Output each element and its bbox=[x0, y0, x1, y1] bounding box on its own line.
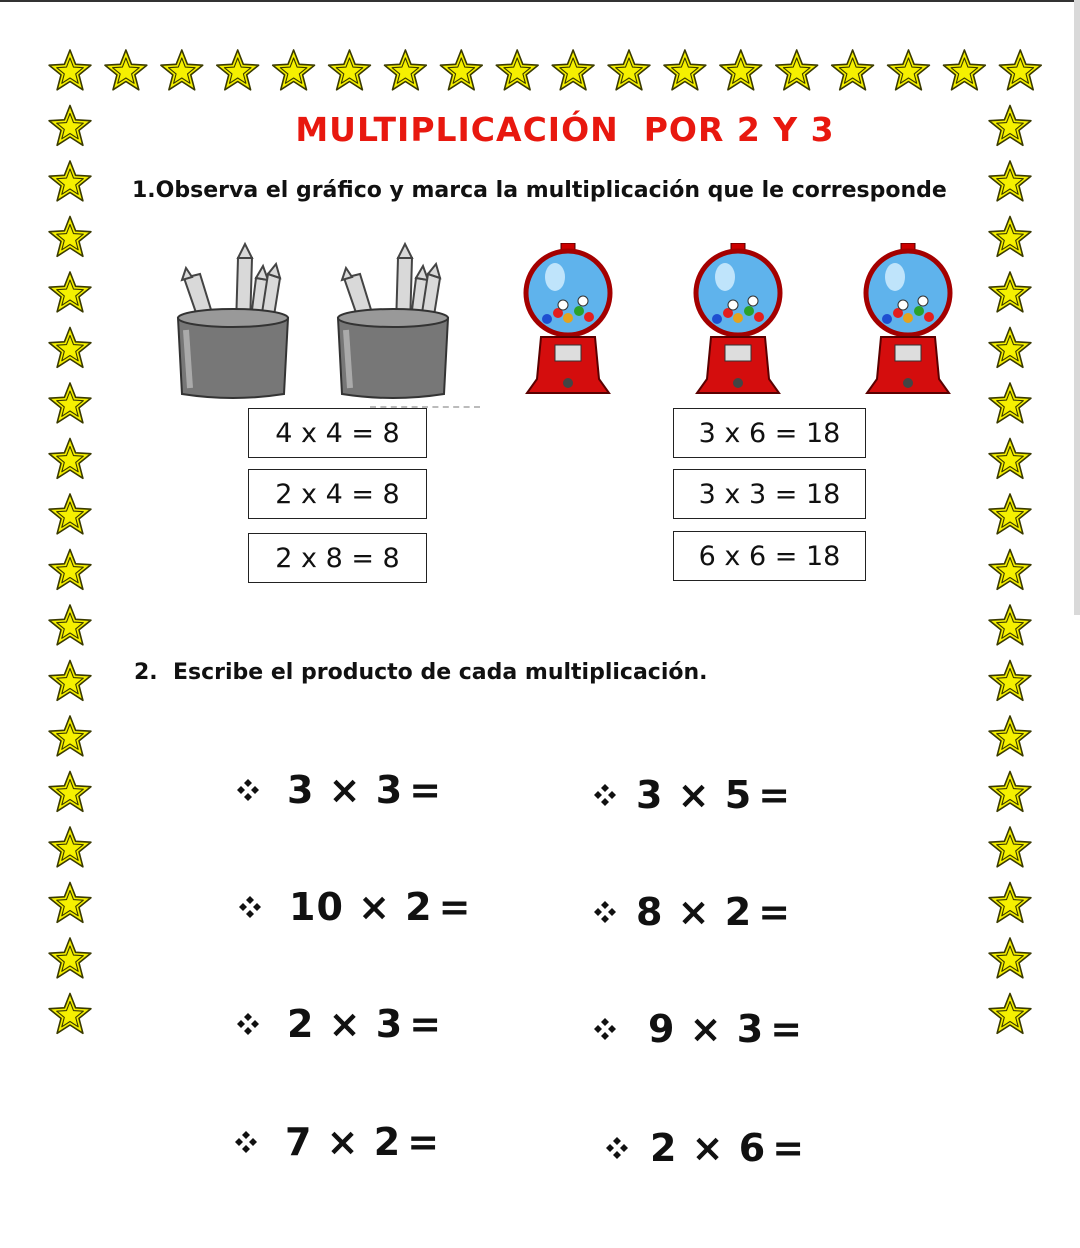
gumball-machine-image bbox=[693, 243, 783, 398]
equals-sign: = bbox=[770, 1007, 803, 1051]
star-icon bbox=[989, 938, 1031, 978]
star-icon bbox=[49, 494, 91, 534]
star-icon bbox=[49, 50, 91, 90]
star-icon bbox=[49, 883, 91, 923]
option-box-right-2[interactable]: 3 x 3 = 18 bbox=[673, 469, 866, 519]
scrollbar[interactable] bbox=[1074, 0, 1080, 615]
pencil-cup-image bbox=[170, 238, 300, 400]
exercise-expression: 7 × 2 bbox=[285, 1120, 402, 1164]
star-icon bbox=[944, 50, 986, 90]
star-icon bbox=[989, 161, 1031, 201]
star-icon bbox=[832, 50, 874, 90]
star-icon bbox=[49, 772, 91, 812]
star-icon bbox=[49, 605, 91, 645]
section1-instruction: 1.Observa el gráfico y marca la multiplicación que le corresponde bbox=[132, 178, 947, 203]
star-icon bbox=[49, 217, 91, 257]
exercise-expression: 2 × 3 bbox=[287, 1002, 404, 1046]
option-box-left-2[interactable]: 2 x 4 = 8 bbox=[248, 469, 427, 519]
equals-sign: = bbox=[772, 1126, 805, 1170]
star-icon bbox=[49, 994, 91, 1034]
star-icon bbox=[776, 50, 818, 90]
star-icon bbox=[989, 494, 1031, 534]
star-icon bbox=[49, 383, 91, 423]
star-icon bbox=[49, 161, 91, 201]
exercise-item bbox=[235, 768, 441, 812]
star-icon bbox=[552, 50, 594, 90]
star-icon bbox=[989, 661, 1031, 701]
equals-sign: = bbox=[758, 773, 791, 817]
star-icon bbox=[989, 605, 1031, 645]
exercise-expression: 8 × 2 bbox=[636, 890, 753, 934]
exercise-expression: 3 × 3 bbox=[287, 768, 404, 812]
exercise-expression: 10 × 2 bbox=[289, 885, 433, 929]
pencil-cup-image bbox=[330, 238, 460, 400]
exercise-item bbox=[592, 773, 790, 817]
star-icon bbox=[989, 217, 1031, 257]
star-icon bbox=[105, 50, 147, 90]
star-icon bbox=[664, 50, 706, 90]
option-box-right-1[interactable]: 3 x 6 = 18 bbox=[673, 408, 866, 458]
star-icon bbox=[49, 827, 91, 867]
star-icon bbox=[989, 883, 1031, 923]
star-icon bbox=[49, 550, 91, 590]
exercise-item bbox=[233, 1120, 439, 1164]
star-icon bbox=[888, 50, 930, 90]
star-icon bbox=[989, 772, 1031, 812]
star-icon bbox=[989, 272, 1031, 312]
exercise-item bbox=[592, 890, 790, 934]
four-diamond-bullet-icon bbox=[604, 1135, 630, 1161]
star-icon bbox=[217, 50, 259, 90]
four-diamond-bullet-icon bbox=[592, 782, 618, 808]
exercise-item bbox=[592, 1007, 802, 1051]
star-icon bbox=[989, 994, 1031, 1034]
four-diamond-bullet-icon bbox=[592, 899, 618, 925]
equals-sign: = bbox=[438, 885, 471, 929]
star-icon bbox=[989, 716, 1031, 756]
star-icon bbox=[161, 50, 203, 90]
exercise-item bbox=[604, 1126, 804, 1170]
option-box-left-3[interactable]: 2 x 8 = 8 bbox=[248, 533, 427, 583]
exercise-expression: 9 × 3 bbox=[648, 1007, 765, 1051]
star-icon bbox=[49, 328, 91, 368]
option-box-right-3[interactable]: 6 x 6 = 18 bbox=[673, 531, 866, 581]
four-diamond-bullet-icon bbox=[235, 1011, 261, 1037]
star-icon bbox=[999, 50, 1041, 90]
star-icon bbox=[49, 661, 91, 701]
exercise-expression: 2 × 6 bbox=[650, 1126, 767, 1170]
star-icon bbox=[989, 328, 1031, 368]
star-icon bbox=[440, 50, 482, 90]
star-icon bbox=[989, 383, 1031, 423]
star-icon bbox=[385, 50, 427, 90]
star-icon bbox=[273, 50, 315, 90]
equals-sign: = bbox=[409, 768, 442, 812]
equals-sign: = bbox=[758, 890, 791, 934]
four-diamond-bullet-icon bbox=[233, 1129, 259, 1155]
exercise-item bbox=[235, 1002, 441, 1046]
star-icon bbox=[720, 50, 762, 90]
option-box-left-1[interactable]: 4 x 4 = 8 bbox=[248, 408, 427, 458]
equals-sign: = bbox=[409, 1002, 442, 1046]
equals-sign: = bbox=[407, 1120, 440, 1164]
gumball-machine-image bbox=[863, 243, 953, 398]
star-icon bbox=[989, 550, 1031, 590]
four-diamond-bullet-icon bbox=[235, 777, 261, 803]
star-icon bbox=[329, 50, 371, 90]
page-title: MULTIPLICACIÓN POR 2 Y 3 bbox=[295, 110, 835, 149]
star-icon bbox=[49, 439, 91, 479]
star-icon bbox=[49, 272, 91, 312]
star-icon bbox=[49, 716, 91, 756]
star-icon bbox=[496, 50, 538, 90]
gumball-machine-image bbox=[523, 243, 613, 398]
star-icon bbox=[49, 938, 91, 978]
four-diamond-bullet-icon bbox=[237, 894, 263, 920]
section2-instruction: 2. Escribe el producto de cada multiplicación. bbox=[134, 660, 708, 685]
exercise-expression: 3 × 5 bbox=[636, 773, 753, 817]
exercise-item bbox=[237, 885, 470, 929]
star-icon bbox=[989, 439, 1031, 479]
star-icon bbox=[989, 827, 1031, 867]
star-icon bbox=[608, 50, 650, 90]
four-diamond-bullet-icon bbox=[592, 1016, 618, 1042]
top-edge-line bbox=[0, 0, 1080, 2]
